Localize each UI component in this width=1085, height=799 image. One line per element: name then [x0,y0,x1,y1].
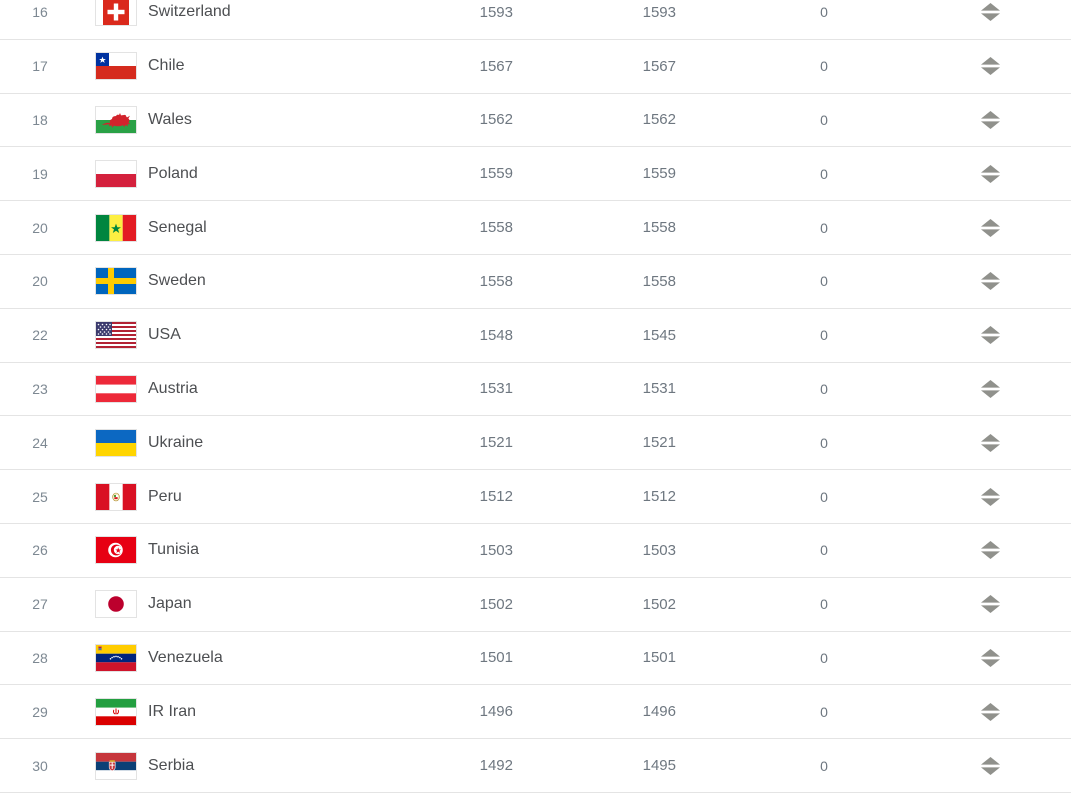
equal-movement-icon [981,111,1000,129]
rank-number: 26 [32,542,48,559]
total-points: 1503 [479,541,513,559]
movement-indicator [972,3,1008,21]
movement-indicator [972,57,1008,75]
movement-indicator [972,649,1008,667]
table-row[interactable] [0,147,1071,201]
country-name: Wales [148,110,192,128]
rank-number: 17 [32,58,48,75]
plus-minus-value: 0 [820,434,828,451]
plus-minus-value: 0 [820,757,828,774]
equal-movement-icon [981,3,1000,21]
total-points: 1567 [479,57,513,75]
rank-number: 23 [32,380,48,397]
plus-minus-value: 0 [820,703,828,720]
total-points: 1501 [479,649,513,667]
flag-switzerland [95,0,137,26]
equal-movement-icon [981,57,1000,75]
rank-number: 24 [32,434,48,451]
previous-points: 1558 [642,219,676,237]
rank-number: 16 [32,4,48,21]
rank-number: 30 [32,757,48,774]
table-row[interactable] [0,94,1071,148]
table-row[interactable] [0,578,1071,632]
country-name: Sweden [148,272,206,290]
equal-movement-icon [981,703,1000,721]
movement-indicator [972,272,1008,290]
table-row[interactable] [0,524,1071,578]
previous-points: 1567 [642,57,676,75]
table-row[interactable] [0,632,1071,686]
movement-indicator [972,165,1008,183]
total-points: 1548 [479,326,513,344]
country-name: Switzerland [148,3,231,21]
plus-minus-value: 0 [820,111,828,128]
table-row[interactable] [0,416,1071,470]
total-points: 1562 [479,111,513,129]
equal-movement-icon [981,649,1000,667]
equal-movement-icon [981,219,1000,237]
plus-minus-value: 0 [820,219,828,236]
equal-movement-icon [981,434,1000,452]
flag-ukraine [95,429,137,457]
table-row[interactable] [0,40,1071,94]
total-points: 1496 [479,703,513,721]
total-points: 1502 [479,595,513,613]
movement-indicator [972,326,1008,344]
table-row[interactable] [0,470,1071,524]
rank-number: 19 [32,165,48,182]
rank-number: 28 [32,649,48,666]
flag-japan [95,590,137,618]
total-points: 1593 [479,3,513,21]
previous-points: 1558 [642,272,676,290]
movement-indicator [972,111,1008,129]
plus-minus-value: 0 [820,596,828,613]
equal-movement-icon [981,541,1000,559]
country-name: Venezuela [148,648,223,666]
rank-number: 22 [32,327,48,344]
flag-venezuela [95,644,137,672]
movement-indicator [972,434,1008,452]
country-name: Senegal [148,218,207,236]
previous-points: 1502 [642,595,676,613]
table-row[interactable] [0,363,1071,417]
total-points: 1559 [479,165,513,183]
previous-points: 1593 [642,3,676,21]
previous-points: 1496 [642,703,676,721]
movement-indicator [972,380,1008,398]
flag-iriran [95,698,137,726]
equal-movement-icon [981,757,1000,775]
country-name: USA [148,326,181,344]
country-name: Chile [148,57,185,75]
rank-number: 18 [32,111,48,128]
equal-movement-icon [981,272,1000,290]
plus-minus-value: 0 [820,273,828,290]
country-name: IR Iran [148,702,197,720]
flag-poland [95,160,137,188]
equal-movement-icon [981,326,1000,344]
equal-movement-icon [981,488,1000,506]
equal-movement-icon [981,165,1000,183]
flag-austria [95,375,137,403]
total-points: 1492 [479,757,513,775]
movement-indicator [972,219,1008,237]
previous-points: 1521 [642,434,676,452]
table-row[interactable] [0,309,1071,363]
plus-minus-value: 0 [820,165,828,182]
previous-points: 1503 [642,541,676,559]
movement-indicator [972,757,1008,775]
rank-number: 20 [32,219,48,236]
flag-wales [95,106,137,134]
plus-minus-value: 0 [820,327,828,344]
total-points: 1558 [479,219,513,237]
movement-indicator [972,703,1008,721]
flag-sweden [95,267,137,295]
plus-minus-value: 0 [820,542,828,559]
flag-usa [95,321,137,349]
rank-number: 25 [32,488,48,505]
previous-points: 1545 [642,326,676,344]
country-name: Austria [148,379,198,397]
table-row[interactable] [0,685,1071,739]
country-name: Peru [148,487,182,505]
country-name: Japan [148,595,192,613]
country-name: Poland [148,164,198,182]
previous-points: 1562 [642,111,676,129]
previous-points: 1501 [642,649,676,667]
plus-minus-value: 0 [820,380,828,397]
previous-points: 1559 [642,165,676,183]
previous-points: 1495 [642,757,676,775]
flag-peru [95,483,137,511]
table-row[interactable] [0,201,1071,255]
rank-number: 29 [32,703,48,720]
total-points: 1531 [479,380,513,398]
rank-number: 20 [32,273,48,290]
flag-serbia [95,752,137,780]
country-name: Serbia [148,756,195,774]
plus-minus-value: 0 [820,649,828,666]
movement-indicator [972,488,1008,506]
plus-minus-value: 0 [820,488,828,505]
total-points: 1521 [479,434,513,452]
rank-number: 27 [32,596,48,613]
table-row[interactable] [0,739,1071,793]
plus-minus-value: 0 [820,4,828,21]
table-row[interactable] [0,0,1071,40]
table-row[interactable] [0,255,1071,309]
total-points: 1558 [479,272,513,290]
plus-minus-value: 0 [820,58,828,75]
movement-indicator [972,541,1008,559]
flag-chile [95,52,137,80]
country-name: Tunisia [148,541,199,559]
country-name: Ukraine [148,433,204,451]
flag-senegal [95,214,137,242]
equal-movement-icon [981,380,1000,398]
previous-points: 1512 [642,488,676,506]
total-points: 1512 [479,488,513,506]
previous-points: 1531 [642,380,676,398]
movement-indicator [972,595,1008,613]
equal-movement-icon [981,595,1000,613]
flag-tunisia [95,536,137,564]
